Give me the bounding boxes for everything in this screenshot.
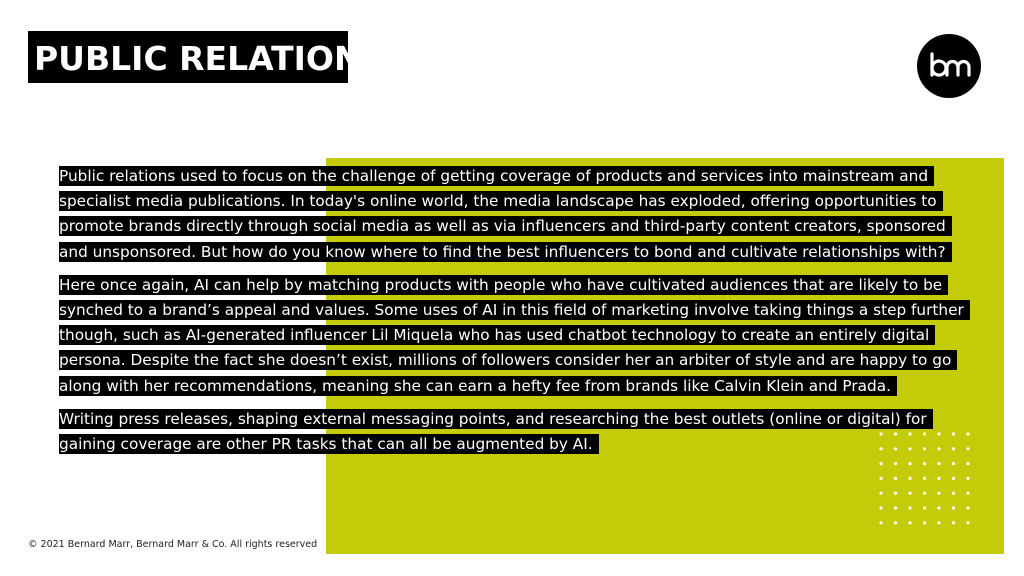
slide-title-box — [28, 31, 386, 83]
decor-dot — [879, 521, 882, 524]
bm-logo-icon — [917, 34, 981, 98]
decor-dot — [894, 521, 897, 524]
decor-dot — [894, 492, 897, 495]
decor-dot — [966, 506, 969, 509]
bm-logo — [917, 34, 981, 98]
decor-dot — [879, 492, 882, 495]
decor-dot — [937, 477, 940, 480]
decor-dot — [937, 506, 940, 509]
paragraph-2: Here once again, AI can help by matching products with people who have cultivated audiences that are likely to be synched to a brand’s appeal and values. Some uses of AI in this field of marketing involve taking things a step further though, such as AI-generated influencer Lil Miquela who has used chatbot technology to create an entirely digital persona. Despite the fact she doesn’t exist, millions of followers consider her an arbiter of style and are happy to go along with her recommendations, meaning she can earn a hefty fee from brands like Calvin Klein and Prada. — [59, 273, 974, 399]
decor-dot — [952, 506, 955, 509]
paragraph-3: Writing press releases, shaping external messaging points, and researching the best outlets (online or digital) for gaining coverage are other PR tasks that can all be augmented by AI. — [59, 407, 974, 457]
decor-dot — [923, 477, 926, 480]
decor-dot — [908, 477, 911, 480]
decor-dot — [966, 477, 969, 480]
decor-dot — [952, 477, 955, 480]
decor-dot — [908, 492, 911, 495]
decor-dot — [952, 521, 955, 524]
decor-dot — [923, 492, 926, 495]
decor-dot — [894, 477, 897, 480]
decor-dot — [923, 506, 926, 509]
slide-title: PUBLIC RELATIONS — [34, 39, 386, 78]
decor-dot — [937, 521, 940, 524]
paragraph-1: Public relations used to focus on the challenge of getting coverage of products and services into mainstream and specialist media publications. In today's online world, the media landscape has exploded, offering opportunities to promote brands directly through social media as well as via influencers and third-party content creators, sponsored and unsponsored. But how do you know where to find the best influencers to bond and cultivate relationships with? — [59, 164, 974, 265]
decor-dot — [966, 492, 969, 495]
decor-dot — [937, 492, 940, 495]
decor-dot — [879, 477, 882, 480]
copyright-footer: © 2021 Bernard Marr, Bernard Marr & Co. All rights reserved — [28, 539, 318, 550]
decor-dot — [879, 506, 882, 509]
decor-dot — [923, 521, 926, 524]
decor-dot — [894, 506, 897, 509]
body-text — [59, 164, 974, 465]
decor-dot — [908, 506, 911, 509]
decor-dot — [966, 521, 969, 524]
decor-dot — [952, 492, 955, 495]
decor-dot — [908, 521, 911, 524]
